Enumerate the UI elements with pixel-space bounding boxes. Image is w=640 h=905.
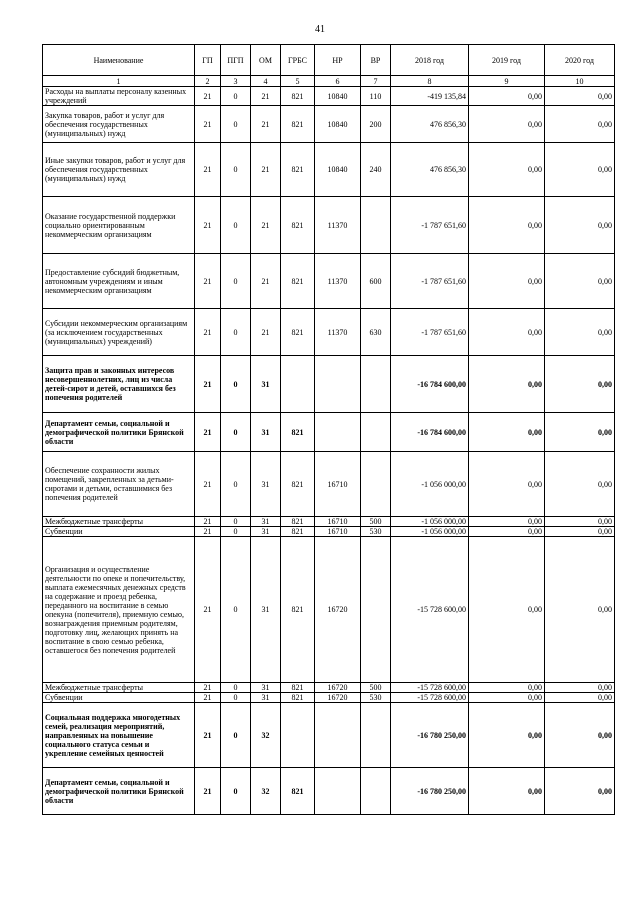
cell-y2020: 0,00 bbox=[545, 452, 615, 517]
cell-pgp: 0 bbox=[221, 693, 251, 703]
cell-y2019: 0,00 bbox=[469, 537, 545, 683]
cell-y2019: 0,00 bbox=[469, 254, 545, 309]
header-2018: 2018 год bbox=[391, 45, 469, 76]
cell-gp: 21 bbox=[195, 309, 221, 356]
cell-np: 16720 bbox=[315, 537, 361, 683]
cell-gp: 21 bbox=[195, 693, 221, 703]
cell-pgp: 0 bbox=[221, 309, 251, 356]
page-number: 41 bbox=[315, 24, 325, 35]
cell-y2018: -15 728 600,00 bbox=[391, 683, 469, 693]
cell-name: Оказание государственной поддержки социально ориентированным некоммерческим организациям bbox=[43, 197, 195, 254]
column-number: 10 bbox=[545, 76, 615, 87]
cell-name: Субсидии некоммерческим организациям (за исключением государственных (муниципальных) учреждений) bbox=[43, 309, 195, 356]
header-grbs: ГРБС bbox=[281, 45, 315, 76]
cell-om: 31 bbox=[251, 683, 281, 693]
cell-grbs: 821 bbox=[281, 683, 315, 693]
cell-y2019: 0,00 bbox=[469, 197, 545, 254]
cell-om: 31 bbox=[251, 517, 281, 527]
cell-grbs: 821 bbox=[281, 768, 315, 815]
cell-vr bbox=[361, 356, 391, 413]
cell-vr: 500 bbox=[361, 683, 391, 693]
cell-grbs: 821 bbox=[281, 517, 315, 527]
cell-y2018: -1 056 000,00 bbox=[391, 452, 469, 517]
cell-vr bbox=[361, 537, 391, 683]
cell-y2020: 0,00 bbox=[545, 254, 615, 309]
table-row bbox=[43, 413, 615, 452]
cell-y2019: 0,00 bbox=[469, 356, 545, 413]
cell-y2018: -1 056 000,00 bbox=[391, 517, 469, 527]
table-row bbox=[43, 693, 615, 703]
cell-pgp: 0 bbox=[221, 356, 251, 413]
cell-gp: 21 bbox=[195, 683, 221, 693]
header-gp: ГП bbox=[195, 45, 221, 76]
cell-y2020: 0,00 bbox=[545, 683, 615, 693]
cell-om: 31 bbox=[251, 413, 281, 452]
cell-vr: 110 bbox=[361, 87, 391, 106]
cell-om: 32 bbox=[251, 768, 281, 815]
table-row bbox=[43, 356, 615, 413]
table-row bbox=[43, 452, 615, 517]
cell-y2020: 0,00 bbox=[545, 537, 615, 683]
cell-gp: 21 bbox=[195, 517, 221, 527]
header-vr: ВР bbox=[361, 45, 391, 76]
cell-om: 31 bbox=[251, 693, 281, 703]
cell-vr: 530 bbox=[361, 693, 391, 703]
table-body bbox=[43, 45, 615, 815]
header-2019: 2019 год bbox=[469, 45, 545, 76]
cell-gp: 21 bbox=[195, 527, 221, 537]
table-row bbox=[43, 309, 615, 356]
cell-y2019: 0,00 bbox=[469, 452, 545, 517]
cell-name: Организация и осуществление деятельности по опеке и попечительству, выплата ежемесячных денежных средств на содержание и проезд ребенка, переданного на воспитание в семью опекуна (попечителя), приемную семью, вознаграждения приемным родителям, подготовку лиц, желающих принять на воспитание в свою семью ребенка, оставшегося без попечения родителей bbox=[43, 537, 195, 683]
cell-np: 10840 bbox=[315, 106, 361, 143]
column-number: 9 bbox=[469, 76, 545, 87]
cell-vr bbox=[361, 413, 391, 452]
cell-y2019: 0,00 bbox=[469, 768, 545, 815]
cell-name: Предоставление субсидий бюджетным, автономным учреждениям и иным некоммерческим организациям bbox=[43, 254, 195, 309]
cell-pgp: 0 bbox=[221, 87, 251, 106]
cell-pgp: 0 bbox=[221, 452, 251, 517]
cell-y2020: 0,00 bbox=[545, 413, 615, 452]
cell-om: 31 bbox=[251, 537, 281, 683]
cell-y2020: 0,00 bbox=[545, 693, 615, 703]
cell-pgp: 0 bbox=[221, 197, 251, 254]
cell-grbs: 821 bbox=[281, 413, 315, 452]
cell-y2018: 476 856,30 bbox=[391, 143, 469, 197]
column-number: 5 bbox=[281, 76, 315, 87]
cell-vr: 530 bbox=[361, 527, 391, 537]
header-name: Наименование bbox=[43, 45, 195, 76]
cell-y2019: 0,00 bbox=[469, 527, 545, 537]
cell-y2018: -16 784 600,00 bbox=[391, 413, 469, 452]
cell-np: 11370 bbox=[315, 197, 361, 254]
cell-y2018: -16 784 600,00 bbox=[391, 356, 469, 413]
cell-name: Межбюджетные трансферты bbox=[43, 683, 195, 693]
cell-pgp: 0 bbox=[221, 254, 251, 309]
cell-y2020: 0,00 bbox=[545, 197, 615, 254]
cell-grbs: 821 bbox=[281, 197, 315, 254]
cell-np: 16720 bbox=[315, 683, 361, 693]
cell-y2018: -15 728 600,00 bbox=[391, 537, 469, 683]
cell-pgp: 0 bbox=[221, 537, 251, 683]
table-row bbox=[43, 106, 615, 143]
cell-grbs: 821 bbox=[281, 309, 315, 356]
table-row bbox=[43, 537, 615, 683]
cell-np: 10840 bbox=[315, 87, 361, 106]
cell-vr: 200 bbox=[361, 106, 391, 143]
cell-np bbox=[315, 703, 361, 768]
cell-name: Департамент семьи, социальной и демографической политики Брянской области bbox=[43, 768, 195, 815]
cell-y2020: 0,00 bbox=[545, 309, 615, 356]
cell-name: Социальная поддержка многодетных семей, реализация мероприятий, направленных на повышение социального статуса семьи и укрепление семейных ценностей bbox=[43, 703, 195, 768]
cell-vr: 240 bbox=[361, 143, 391, 197]
cell-y2020: 0,00 bbox=[545, 87, 615, 106]
cell-vr: 600 bbox=[361, 254, 391, 309]
cell-vr bbox=[361, 703, 391, 768]
cell-pgp: 0 bbox=[221, 517, 251, 527]
cell-y2018: -15 728 600,00 bbox=[391, 693, 469, 703]
cell-vr: 500 bbox=[361, 517, 391, 527]
cell-grbs: 821 bbox=[281, 106, 315, 143]
cell-np: 16710 bbox=[315, 517, 361, 527]
cell-y2019: 0,00 bbox=[469, 309, 545, 356]
cell-grbs: 821 bbox=[281, 693, 315, 703]
cell-om: 21 bbox=[251, 254, 281, 309]
cell-y2018: -16 780 250,00 bbox=[391, 703, 469, 768]
cell-name: Субвенции bbox=[43, 693, 195, 703]
cell-om: 21 bbox=[251, 143, 281, 197]
table-row bbox=[43, 87, 615, 106]
cell-y2020: 0,00 bbox=[545, 768, 615, 815]
cell-np bbox=[315, 768, 361, 815]
cell-gp: 21 bbox=[195, 452, 221, 517]
cell-y2020: 0,00 bbox=[545, 527, 615, 537]
cell-pgp: 0 bbox=[221, 703, 251, 768]
cell-y2019: 0,00 bbox=[469, 87, 545, 106]
cell-y2018: -16 780 250,00 bbox=[391, 768, 469, 815]
cell-gp: 21 bbox=[195, 254, 221, 309]
column-number: 7 bbox=[361, 76, 391, 87]
cell-gp: 21 bbox=[195, 143, 221, 197]
cell-y2019: 0,00 bbox=[469, 693, 545, 703]
cell-name: Иные закупки товаров, работ и услуг для обеспечения государственных (муниципальных) нужд bbox=[43, 143, 195, 197]
cell-om: 31 bbox=[251, 452, 281, 517]
table-row bbox=[43, 703, 615, 768]
cell-gp: 21 bbox=[195, 703, 221, 768]
header-pgp: ПГП bbox=[221, 45, 251, 76]
cell-y2019: 0,00 bbox=[469, 143, 545, 197]
column-number: 2 bbox=[195, 76, 221, 87]
table-row bbox=[43, 683, 615, 693]
cell-gp: 21 bbox=[195, 537, 221, 683]
cell-y2020: 0,00 bbox=[545, 703, 615, 768]
cell-y2020: 0,00 bbox=[545, 517, 615, 527]
cell-gp: 21 bbox=[195, 197, 221, 254]
cell-y2019: 0,00 bbox=[469, 106, 545, 143]
column-number-row bbox=[43, 76, 615, 87]
cell-grbs bbox=[281, 356, 315, 413]
cell-gp: 21 bbox=[195, 87, 221, 106]
cell-y2018: -1 787 651,60 bbox=[391, 254, 469, 309]
cell-y2019: 0,00 bbox=[469, 517, 545, 527]
cell-gp: 21 bbox=[195, 413, 221, 452]
cell-np: 16710 bbox=[315, 527, 361, 537]
table-row bbox=[43, 254, 615, 309]
cell-np: 11370 bbox=[315, 254, 361, 309]
table-row bbox=[43, 197, 615, 254]
header-np: НР bbox=[315, 45, 361, 76]
cell-grbs: 821 bbox=[281, 87, 315, 106]
cell-name: Субвенции bbox=[43, 527, 195, 537]
cell-np: 11370 bbox=[315, 309, 361, 356]
cell-vr bbox=[361, 197, 391, 254]
cell-name: Департамент семьи, социальной и демографической политики Брянской области bbox=[43, 413, 195, 452]
cell-pgp: 0 bbox=[221, 527, 251, 537]
cell-grbs: 821 bbox=[281, 452, 315, 517]
cell-grbs: 821 bbox=[281, 527, 315, 537]
cell-y2019: 0,00 bbox=[469, 683, 545, 693]
cell-name: Расходы на выплаты персоналу казенных учреждений bbox=[43, 87, 195, 106]
cell-pgp: 0 bbox=[221, 768, 251, 815]
cell-y2019: 0,00 bbox=[469, 413, 545, 452]
cell-y2018: -1 787 651,60 bbox=[391, 197, 469, 254]
column-number: 1 bbox=[43, 76, 195, 87]
header-om: ОМ bbox=[251, 45, 281, 76]
cell-np: 10840 bbox=[315, 143, 361, 197]
column-number: 6 bbox=[315, 76, 361, 87]
cell-pgp: 0 bbox=[221, 143, 251, 197]
cell-gp: 21 bbox=[195, 106, 221, 143]
cell-y2018: -1 787 651,60 bbox=[391, 309, 469, 356]
cell-pgp: 0 bbox=[221, 683, 251, 693]
header-row bbox=[43, 45, 615, 76]
column-number: 3 bbox=[221, 76, 251, 87]
cell-grbs: 821 bbox=[281, 254, 315, 309]
cell-om: 21 bbox=[251, 309, 281, 356]
cell-y2020: 0,00 bbox=[545, 106, 615, 143]
table-row bbox=[43, 768, 615, 815]
cell-grbs bbox=[281, 703, 315, 768]
cell-name: Закупка товаров, работ и услуг для обеспечения государственных (муниципальных) нужд bbox=[43, 106, 195, 143]
cell-y2020: 0,00 bbox=[545, 356, 615, 413]
cell-pgp: 0 bbox=[221, 413, 251, 452]
cell-gp: 21 bbox=[195, 356, 221, 413]
cell-y2018: -419 135,84 bbox=[391, 87, 469, 106]
cell-om: 31 bbox=[251, 356, 281, 413]
budget-table bbox=[42, 44, 615, 815]
cell-y2020: 0,00 bbox=[545, 143, 615, 197]
cell-om: 21 bbox=[251, 87, 281, 106]
cell-name: Обеспечение сохранности жилых помещений, закрепленных за детьми-сиротами и детьми, оставшимися без попечения родителей bbox=[43, 452, 195, 517]
cell-y2018: -1 056 000,00 bbox=[391, 527, 469, 537]
cell-np: 16710 bbox=[315, 452, 361, 517]
cell-y2018: 476 856,30 bbox=[391, 106, 469, 143]
cell-vr bbox=[361, 452, 391, 517]
cell-om: 21 bbox=[251, 197, 281, 254]
cell-grbs: 821 bbox=[281, 143, 315, 197]
cell-y2019: 0,00 bbox=[469, 703, 545, 768]
cell-vr: 630 bbox=[361, 309, 391, 356]
column-number: 8 bbox=[391, 76, 469, 87]
cell-vr bbox=[361, 768, 391, 815]
column-number: 4 bbox=[251, 76, 281, 87]
cell-om: 31 bbox=[251, 527, 281, 537]
cell-om: 32 bbox=[251, 703, 281, 768]
table-row bbox=[43, 143, 615, 197]
cell-np bbox=[315, 356, 361, 413]
cell-name: Защита прав и законных интересов несовершеннолетних, лиц из числа детей-сирот и детей, оставшихся без попечения родителей bbox=[43, 356, 195, 413]
header-2020: 2020 год bbox=[545, 45, 615, 76]
cell-np: 16720 bbox=[315, 693, 361, 703]
table-row bbox=[43, 517, 615, 527]
cell-name: Межбюджетные трансферты bbox=[43, 517, 195, 527]
cell-gp: 21 bbox=[195, 768, 221, 815]
cell-grbs: 821 bbox=[281, 537, 315, 683]
cell-om: 21 bbox=[251, 106, 281, 143]
cell-pgp: 0 bbox=[221, 106, 251, 143]
cell-np bbox=[315, 413, 361, 452]
table-row bbox=[43, 527, 615, 537]
